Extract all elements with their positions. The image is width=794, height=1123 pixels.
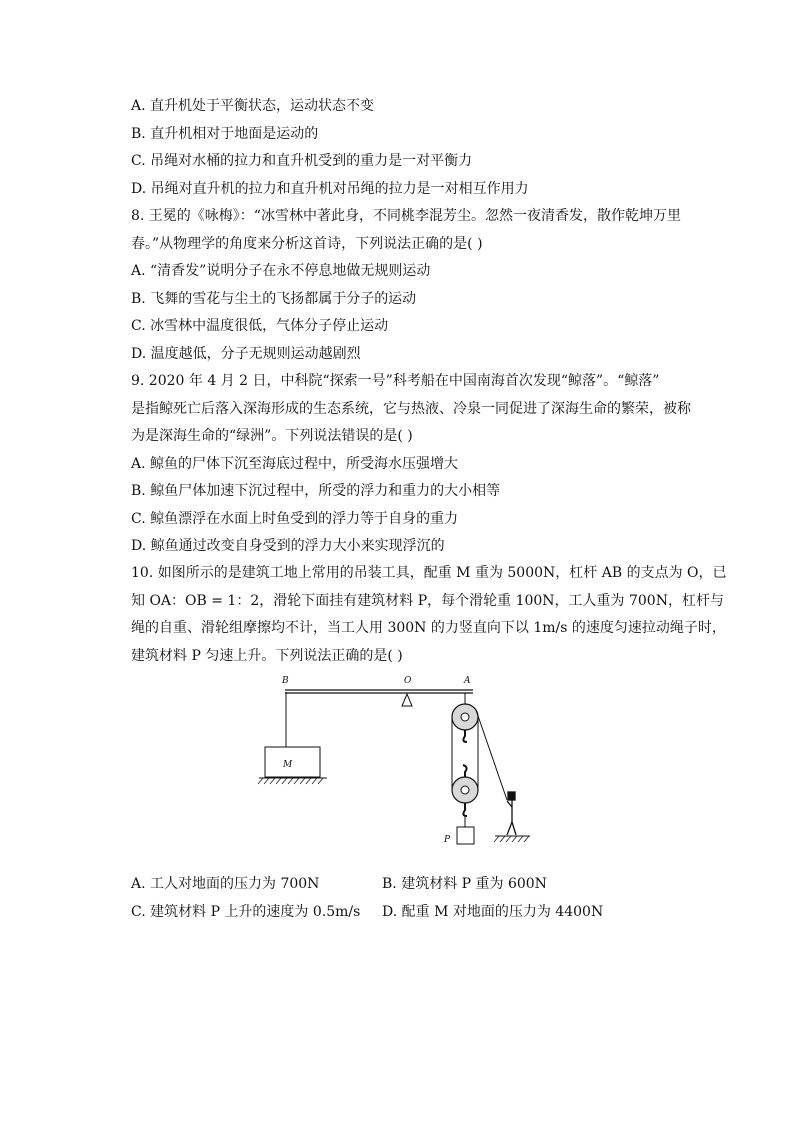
- q9-option-d: D. 鲸鱼通过改变自身受到的浮力大小来实现浮沉的: [131, 538, 445, 554]
- ground-worker-hatch: [494, 836, 529, 842]
- q9-option-a: A. 鲸鱼的尸体下沉至海底过程中，所受海水压强增大: [131, 456, 459, 472]
- q10-option-a: A. 工人对地面的压力为 700N: [131, 876, 320, 892]
- q10-option-d: D. 配重 M 对地面的压力为 4400N: [382, 904, 604, 920]
- movable-pulley-hook: [463, 803, 467, 816]
- fixed-pulley-hook: [463, 730, 467, 742]
- rope-to-worker: [476, 710, 507, 800]
- q10-stem-line4: 建筑材料 P 匀速上升。下列说法正确的是( ): [131, 648, 403, 664]
- q7-option-b: B. 直升机相对于地面是运动的: [131, 126, 319, 142]
- q8-option-c: C. 冰雪林中温度很低，气体分子停止运动: [131, 318, 389, 334]
- label-o: O: [404, 676, 412, 686]
- material-p: [457, 827, 474, 844]
- q8-option-b: B. 飞舞的雪花与尘土的飞扬都属于分子的运动: [131, 291, 417, 307]
- label-m: M: [283, 760, 293, 770]
- q9-stem-line3: 为是深海生命的“绿洲”。下列说法错误的是( ): [131, 428, 413, 444]
- q10-stem-line3: 绳的自重、滑轮组摩擦均不计，当工人用 300N 的力竖直向下以 1m/s 的速度匀速拉动绳子时，: [131, 620, 726, 636]
- q9-option-c: C. 鲸鱼漂浮在水面上时鱼受到的浮力等于自身的重力: [131, 511, 459, 527]
- counterweight-m: [265, 747, 320, 777]
- q7-option-a: A. 直升机处于平衡状态，运动状态不变: [131, 98, 375, 114]
- label-a: A: [464, 676, 471, 686]
- label-b: B: [282, 676, 289, 686]
- q8-stem-line1: 8. 王冕的《咏梅》：“冰雪林中著此身，不同桃李混芳尘。忽然一夜清香发，散作乾坤万里: [131, 208, 681, 224]
- q9-stem-line2: 是指鲸死亡后落入深海形成的生态系统，它与热液、冷泉一同促进了深海生命的繁荣，被称: [131, 401, 691, 417]
- q10-option-c: C. 建筑材料 P 上升的速度为 0.5m/s: [131, 904, 361, 920]
- q7-option-d: D. 吊绳对直升机的拉力和直升机对吊绳的拉力是一对相互作用力: [131, 181, 529, 197]
- q10-stem-line2: 知 OA：OB = 1：2，滑轮下面挂有建筑材料 P，每个滑轮重 100N，工人重为 700N，杠杆与: [131, 593, 724, 609]
- fulcrum-triangle: [402, 694, 412, 706]
- q10-option-b: B. 建筑材料 P 重为 600N: [382, 876, 547, 892]
- q9-stem-line1: 9. 2020 年 4 月 2 日，中科院“探索一号”科考船在中国南海首次发现“鲸落”。“鲸落”: [131, 373, 660, 389]
- movable-pulley-axle: [461, 786, 469, 794]
- q8-option-a: A. “清香发”说明分子在永不停息地做无规则运动: [131, 263, 431, 279]
- fixed-pulley-axle: [461, 713, 469, 721]
- q8-option-d: D. 温度越低，分子无规则运动越剧烈: [131, 346, 361, 362]
- lever-pulley-figure: [255, 672, 535, 852]
- q7-option-c: C. 吊绳对水桶的拉力和直升机受到的重力是一对平衡力: [131, 153, 473, 169]
- worker-figure: [507, 792, 516, 835]
- movable-pulley-top-hook: [463, 765, 467, 777]
- label-p: P: [444, 835, 451, 845]
- ground-m-hatch: [258, 778, 323, 784]
- q9-option-b: B. 鲸鱼尸体加速下沉过程中，所受的浮力和重力的大小相等: [131, 483, 501, 499]
- q10-stem-line1: 10. 如图所示的是建筑工地上常用的吊装工具，配重 M 重为 5000N，杠杆 AB 的支点为 O，已: [131, 565, 727, 581]
- q8-stem-line2: 春。”从物理学的角度来分析这首诗，下列说法正确的是( ): [131, 236, 483, 252]
